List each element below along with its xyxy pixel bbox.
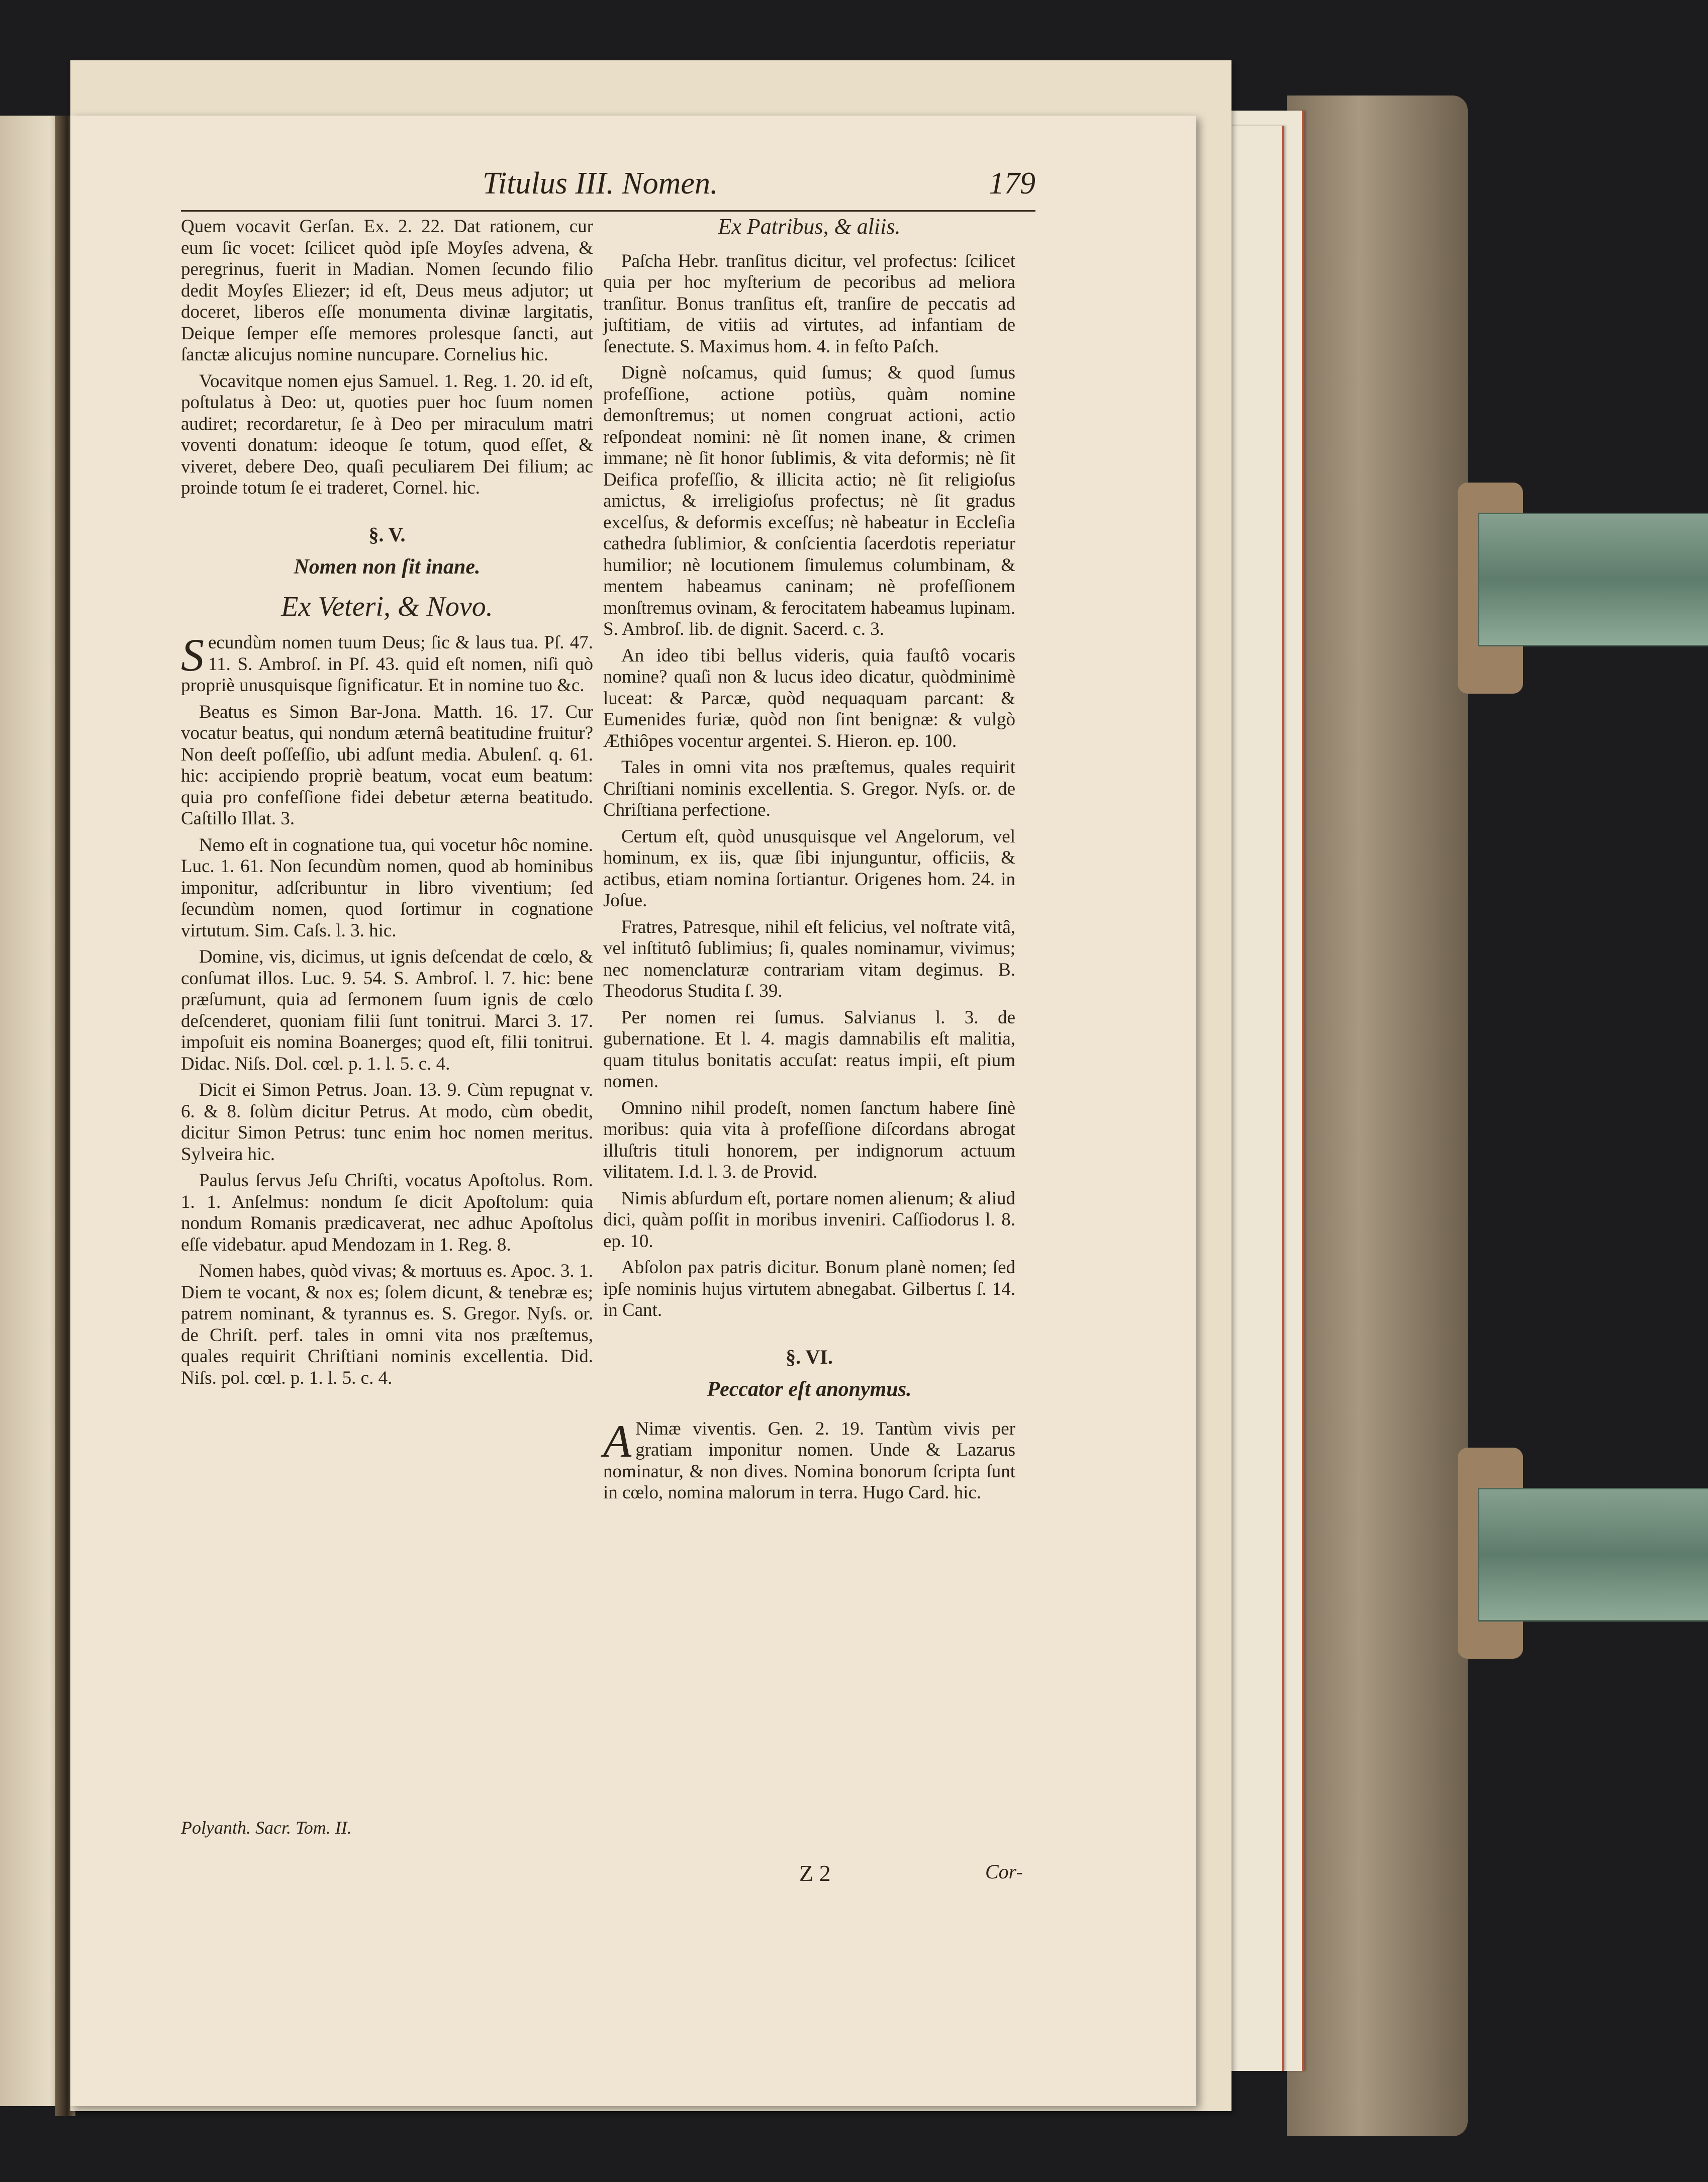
paragraph: Nemo eſt in cognatione tua, qui vocetur hôc nomine. Luc. 1. 61. Non ſecundùm nomen, quod ab hominibus imponitur, adſcribuntur in libro viventium; ſed ſecundùm nomen, quod ſortimur in cognatione virtutum. Sim. Caſs. l. 3. hic. <box>181 834 593 941</box>
paragraph: Dignè noſcamus, quid ſumus; & quod ſumus profeſſione, actione potiùs, quàm nomine demonſtremus; ut nomen congruat actioni, actio reſpondeat nomini: nè ſit nomen inane, & crimen immane; nè ſit honor ſublimis, & vita deformis; nè ſit Deifica profeſſio, & illicita actio; nè ſit religioſus amictus, & irreligioſus profectus; nè ſit gradus excelſus, & deformis exceſſus; nè habeatur in Eccleſia cathedra ſublimior, & conſcientia ſacerdotis reperiatur humilior; nè locutionem ſimulemus columbinam, & mentem habeamus caninam; nè profeſſionem monſtremus ovinam, & ferocitatem habeamus lupinam. S. Ambroſ. lib. de dignit. Sacerd. c. 3. <box>603 362 1015 639</box>
section-mark: §. V. <box>368 523 406 546</box>
left-column <box>181 216 593 1394</box>
paragraph-text: ecundùm nomen tuum Deus; ſic & laus tua. Pſ. 47. 11. S. Ambroſ. in Pſ. 43. quid eſt nomen, niſi quò propriè unusquisque ſignificatur. Et in nomine tuo &c. <box>181 632 593 696</box>
paragraph: An ideo tibi bellus videris, quia fauſtô vocaris nomine? quaſi non & lucus ideo dicatur, quòdminimè luceat: & Parcæ, quòd nequaquam parcant: & Eumenides furiæ, quòd non ſint benignæ: & vulgò Æthiôpes vocentur argentei. S. Hieron. ep. 100. <box>603 645 1015 751</box>
paragraph: Nimis abſurdum eſt, portare nomen alienum; & aliud dici, quàm poſſit in moribus inveniri. Caſſiodorus l. 8. ep. 10. <box>603 1188 1015 1252</box>
paragraph: Omnino nihil prodeſt, nomen ſanctum habere ſinè moribus: quia vita à profeſſione diſcordans abrogat illuſtris tituli honorem, per indignorum actuum vilitatem. I.d. l. 3. de Provid. <box>603 1097 1015 1182</box>
signature-mark: Z 2 <box>799 1860 831 1886</box>
paragraph: Domine, vis, dicimus, ut ignis deſcendat de cœlo, & conſumat illos. Luc. 9. 54. S. Ambroſ. l. 7. hic: bene præſumunt, quia ad ſermonem ſuum ignis de cœlo deſcenderet, quoniam filii ſunt tonitrui. Marci 3. 17. impoſuit eis nomina Boanerges; quod eſt, filii tonitrui. Didac. Niſs. Dol. cœl. p. 1. l. 5. c. 4. <box>181 946 593 1074</box>
paragraph: Dicit ei Simon Petrus. Joan. 13. 9. Cùm repugnat v. 6. & 8. ſolùm dicitur Petrus. At modo, cùm obedit, dicitur Simon Petrus: tunc enim hoc nomen meritus. Sylveira hic. <box>181 1080 593 1165</box>
footer-title: Polyanth. Sacr. Tom. II. <box>181 1818 352 1838</box>
paragraph <box>603 1415 1015 1504</box>
column-heading: Ex Patribus, & aliis. <box>718 214 901 239</box>
page-number: 179 <box>989 166 1035 201</box>
paragraph <box>181 629 593 697</box>
page-header <box>181 166 1035 211</box>
section-title: Nomen non ſit inane. <box>294 555 481 579</box>
paragraph: Abſolon pax patris dicitur. Bonum planè nomen; ſed ipſe nominis hujus virtutem abnegabat. Gilbertus ſ. 14. in Cant. <box>603 1257 1015 1320</box>
paragraph: Tales in omni vita nos præſtemus, quales requirit Chriſtiani nominis excellentia. S. Gregor. Nyſs. or. de Chriſtiana perfectione. <box>603 757 1015 820</box>
drop-cap: S <box>181 629 204 681</box>
section-subtitle: Ex Veteri, & Novo. <box>281 591 493 622</box>
clasp-top <box>1478 513 1708 646</box>
paragraph: Nomen habes, quòd vivas; & mortuus es. Apoc. 3. 1. Diem te vocant, & nox es; ſolem dicunt, & tenebræ es; patrem nominant, & tyrannus es. S. Gregor. Nyſs. or. de Chriſt. perf. tales in omni vita nos præſtemus, quales requirit Chriſtiani nominis excellentia. Did. Niſs. pol. cœl. p. 1. l. 5. c. 4. <box>181 1261 593 1388</box>
right-column <box>603 216 1015 1509</box>
paragraph: Vocavitque nomen ejus Samuel. 1. Reg. 1. 20. id eſt, poſtulatus à Deo: ut, quoties puer hoc ſuum nomen audiret; recordaretur, ſe à Deo per miraculum matri voventi donatum: ideoque ſe totum, quod eſſet, & viveret, debere Deo, quaſi peculiarem Dei filium; ac proinde totum ſe ei traderet, Cornel. hic. <box>181 370 593 498</box>
paragraph-text: Nimæ viventis. Gen. 2. 19. Tantùm vivis per gratiam imponitur nomen. Unde & Lazarus nominatur, & non dives. Nomina bonorum ſcripta ſunt in cœlo, nomina malorum in terra. Hugo Card. hic. <box>603 1418 1015 1503</box>
drop-cap: A <box>603 1415 632 1467</box>
catchword: Cor- <box>985 1860 1023 1883</box>
paragraph: Per nomen rei ſumus. Salvianus l. 3. de gubernatione. Et l. 4. magis damnabilis eſt malitia, quam titulus bonitatis accuſat: reatus impii, eſt pium nomen. <box>603 1007 1015 1092</box>
paragraph: Paſcha Hebr. tranſitus dicitur, vel profectus: ſcilicet quia per hoc myſterium de pecoribus ad meliora tranſitur. Bonus tranſitus eſt, tranſire de peccatis ad juſtitiam, de vitiis ad virtutes, ad infantiam de ſenectute. S. Maximus hom. 4. in feſto Paſch. <box>603 250 1015 357</box>
clasp-bottom <box>1478 1488 1708 1622</box>
paragraph: Beatus es Simon Bar-Jona. Matth. 16. 17. Cur vocatur beatus, qui nondum æternâ beatitudine fruitur? Non deeſt poſſeſſio, ubi adſunt media. Abulenſ. q. 61. hic: accipiendo propriè beatum, vocat eum beatum: quia pro confeſſione fidei debetur æterna beatitudo. Caſtillo Illat. 3. <box>181 701 593 829</box>
section-title: Peccator eſt anonymus. <box>707 1378 912 1401</box>
section-mark: §. VI. <box>786 1345 833 1368</box>
header-rule <box>181 210 1035 212</box>
paragraph: Certum eſt, quòd unusquisque vel Angelorum, vel hominum, ex iis, quæ ſibi injunguntur, officiis, & actibus, etiam nomina ſortiantur. Origenes hom. 24. in Joſue. <box>603 826 1015 911</box>
paragraph: Quem vocavit Gerſan. Ex. 2. 22. Dat rationem, cur eum ſic vocet: ſcilicet quòd ipſe Moyſes advena, & peregrinus, fuerit in Madian. Nomen ſecundo filio dedit Moyſes Eliezer; id eſt, Deus meus adjutor; ut doceret, liberos eſſe monumenta divinæ largitatis, Deique ſemper eſſe memores prolesque ſancti, aut ſanctæ alicujus nomine nuncupare. Cornelius hic. <box>181 216 593 365</box>
book-cover-edge <box>1287 96 1468 2136</box>
paragraph: Paulus ſervus Jeſu Chriſti, vocatus Apoſtolus. Rom. 1. 1. Anſelmus: nondum ſe dicit Apoſtolum: quia nondum Romanis prædicaverat, nec adhuc Apoſtolus eſſe videbatur. apud Mendozam in 1. Reg. 8. <box>181 1170 593 1255</box>
running-head: Titulus III. Nomen. <box>483 166 718 201</box>
paragraph: Fratres, Patresque, nihil eſt felicius, vel noſtrate vitâ, vel inſtitutô ſublimius; ſi, quales nominamur, vivimus; nec nomenclaturæ contrariam vitam degimus. B. Theodorus Studita ſ. 39. <box>603 916 1015 1001</box>
